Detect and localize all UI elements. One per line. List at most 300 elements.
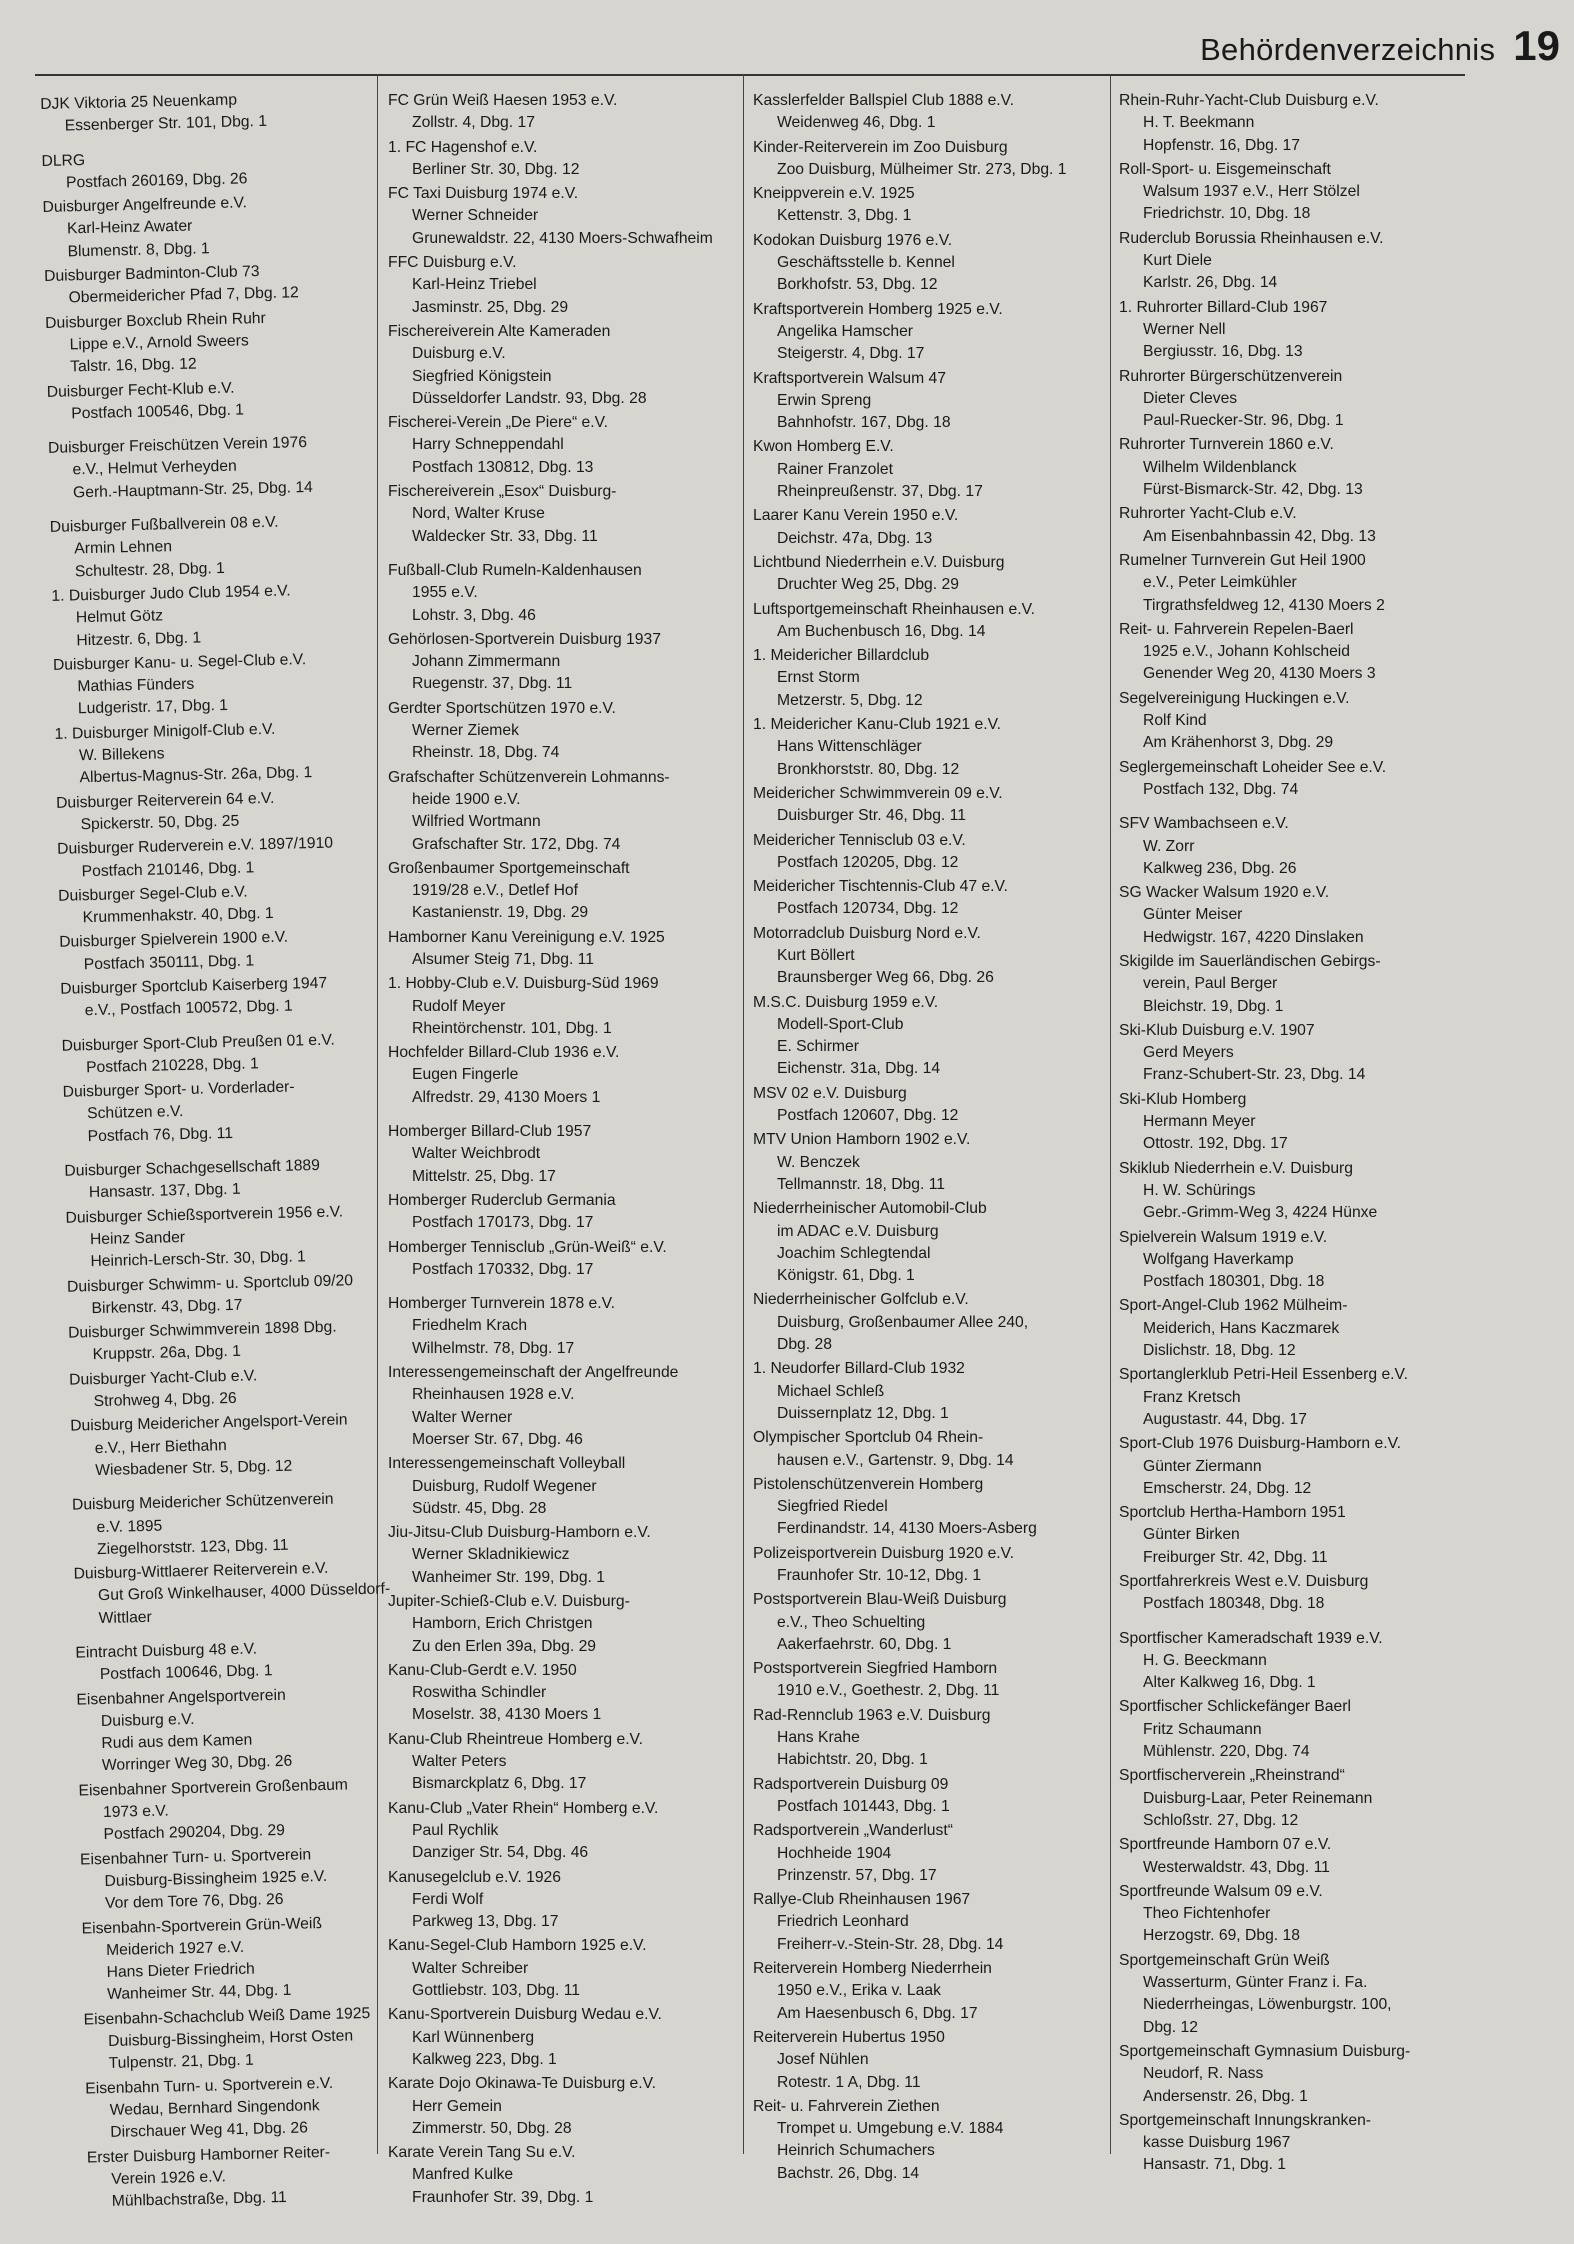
- directory-entry: [753, 137, 1103, 182]
- directory-entry: [47, 374, 373, 426]
- entry-detail: Alsumer Steig 71, Dbg. 11: [412, 950, 594, 968]
- directory-entry: [388, 1362, 733, 1451]
- directory-entry: [81, 1911, 408, 2008]
- entry-name: Spielverein Walsum 1919 e.V.: [1119, 1228, 1328, 1246]
- entry-detail: Duisburg, Rudolf Wegener: [412, 1477, 597, 1495]
- entry-detail: Mittelstr. 25, Dbg. 17: [412, 1167, 556, 1185]
- entry-detail: e.V., Theo Schuelting: [777, 1613, 926, 1631]
- entry-name: Reiterverein Homberg Niederrhein: [753, 1960, 992, 1978]
- directory-entry: [1119, 619, 1474, 686]
- entry-name: Ruderclub Borussia Rheinhausen e.V.: [1119, 229, 1384, 247]
- entry-detail: Krummenhakstr. 40, Dbg. 1: [82, 905, 274, 927]
- entry-name: Sportfahrerkreis West e.V. Duisburg: [1119, 1573, 1369, 1590]
- directory-entry: [51, 578, 377, 652]
- entry-detail: e.V., Helmut Verheyden: [72, 458, 237, 479]
- entry-name: Sportfischer Kameradschaft 1939 e.V.: [1119, 1629, 1383, 1647]
- directory-entry: [48, 431, 374, 505]
- directory-entry: [753, 1427, 1103, 1472]
- directory-entry: [753, 368, 1103, 435]
- directory-entry: [753, 1958, 1103, 2025]
- entry-detail: Mühlenstr. 220, Dbg. 74: [1143, 1743, 1310, 1761]
- entry-detail: Gebr.-Grimm-Weg 3, 4224 Hünxe: [1143, 1204, 1378, 1222]
- entry-detail: Josef Nühlen: [777, 2051, 869, 2069]
- entry-name: Rumelner Turnverein Gut Heil 1900: [1119, 551, 1366, 569]
- entry-detail: 1955 e.V.: [412, 584, 478, 602]
- entry-name: Reit- u. Fahrverein Ziethen: [753, 2097, 940, 2115]
- entry-detail: Wilhelm Wildenblanck: [1143, 458, 1297, 476]
- entry-detail: Albertus-Magnus-Str. 26a, Dbg. 1: [79, 764, 313, 787]
- directory-entry: [753, 1083, 1103, 1128]
- entry-detail: Hermann Meyer: [1143, 1113, 1256, 1131]
- directory-entry: [388, 1190, 733, 1235]
- entry-name: FC Taxi Duisburg 1974 e.V.: [388, 185, 579, 203]
- entry-detail: Kruppstr. 26a, Dbg. 1: [92, 1343, 242, 1364]
- directory-entry: [87, 2140, 413, 2214]
- entry-name: Meidericher Tennisclub 03 e.V.: [753, 831, 966, 849]
- entry-detail: Lippe e.V., Arnold Sweers: [69, 332, 249, 354]
- entry-detail: Wilhelmstr. 78, Dbg. 17: [412, 1339, 575, 1357]
- entry-detail: Hans Krahe: [777, 1729, 860, 1747]
- entry-detail: Ludgeristr. 17, Dbg. 1: [77, 697, 229, 718]
- entry-detail: Hedwigstr. 167, 4220 Dinslaken: [1143, 928, 1364, 946]
- entry-detail: Wasserturm, Günter Franz i. Fa.: [1143, 1974, 1368, 1992]
- directory-entry: [42, 190, 368, 264]
- entry-detail: verein, Paul Berger: [1143, 975, 1278, 993]
- directory-entry: [1119, 1765, 1474, 1832]
- entry-detail: Aakerfaehrstr. 60, Dbg. 1: [777, 1635, 952, 1653]
- entry-detail: Prinzenstr. 57, Dbg. 17: [777, 1866, 937, 1884]
- entry-name: FC Grün Weiß Haesen 1953 e.V.: [388, 92, 618, 109]
- entry-detail: 1910 e.V., Goethestr. 2, Dbg. 11: [777, 1682, 1000, 1700]
- directory-entry: [753, 1198, 1103, 1287]
- entry-detail: Moselstr. 38, 4130 Moers 1: [412, 1706, 602, 1724]
- entry-name: Sportgemeinschaft Innungskranken-: [1119, 2111, 1372, 2129]
- entry-detail: Postfach 76, Dbg. 11: [87, 1124, 234, 1145]
- directory-entry: [68, 1315, 394, 1367]
- entry-detail: Dislichstr. 18, Dbg. 12: [1143, 1342, 1296, 1360]
- entry-detail: Hitzestr. 6, Dbg. 1: [76, 629, 202, 649]
- entry-detail: Meiderich, Hans Kaczmarek: [1143, 1319, 1340, 1337]
- entry-detail: H. W. Schürings: [1143, 1181, 1256, 1199]
- directory-entry: [388, 2073, 733, 2140]
- entry-detail: 1919/28 e.V., Detlef Hof: [412, 882, 578, 900]
- entry-detail: Vor dem Tore 76, Dbg. 26: [104, 1891, 284, 1913]
- directory-entry: [50, 510, 376, 584]
- entry-detail: Postfach 170332, Dbg. 17: [412, 1260, 594, 1278]
- entry-name: 1. Meidericher Billardclub: [753, 647, 930, 665]
- entry-detail: Werner Skladnikiewicz: [412, 1546, 570, 1564]
- entry-detail: Rheinpreußenstr. 37, Dbg. 17: [777, 483, 983, 501]
- directory-entry: [388, 183, 733, 250]
- entry-detail: Hochheide 1904: [777, 1844, 892, 1862]
- directory-entry: [83, 2002, 409, 2076]
- entry-detail: Zollstr. 4, Dbg. 17: [412, 114, 535, 132]
- entry-detail: Lohstr. 3, Dbg. 46: [412, 606, 536, 624]
- directory-entry: [753, 1820, 1103, 1887]
- entry-name: Rhein-Ruhr-Yacht-Club Duisburg e.V.: [1119, 92, 1379, 109]
- entry-name: Polizeisportverein Duisburg 1920 e.V.: [753, 1544, 1015, 1562]
- entry-name: Sport-Club 1976 Duisburg-Hamborn e.V.: [1119, 1435, 1401, 1453]
- entry-detail: Gerh.-Hauptmann-Str. 25, Dbg. 14: [72, 478, 313, 502]
- entry-name: Duisburger Badminton-Club 73: [43, 263, 260, 286]
- directory-entry: [1119, 2110, 1474, 2177]
- entry-detail: Erwin Spreng: [777, 391, 872, 409]
- column-divider: [1110, 74, 1111, 2154]
- entry-name: Interessengemeinschaft der Angelfreunde: [388, 1364, 679, 1382]
- entry-detail: Michael Schleß: [777, 1382, 885, 1400]
- entry-name: Luftsportgemeinschaft Rheinhausen e.V.: [753, 600, 1035, 618]
- entry-name: Duisburger Spielverein 1900 e.V.: [59, 928, 289, 952]
- entry-name: SFV Wambachseen e.V.: [1119, 815, 1289, 833]
- entry-name: Duisburger Ruderverein e.V. 1897/1910: [56, 834, 334, 859]
- entry-name: MTV Union Hamborn 1902 e.V.: [753, 1131, 971, 1149]
- entry-name: Sport-Angel-Club 1962 Mülheim-: [1119, 1297, 1348, 1315]
- directory-entry: [67, 1269, 393, 1321]
- directory-entry: [1119, 1571, 1474, 1616]
- entry-name: Sportfischer Schlickefänger Baerl: [1119, 1698, 1351, 1716]
- entry-detail: Südstr. 45, Dbg. 28: [412, 1499, 547, 1517]
- entry-detail: Paul Rychlik: [412, 1821, 499, 1839]
- entry-name: Roll-Sport- u. Eisgemeinschaft: [1119, 160, 1331, 178]
- entry-detail: Franz-Schubert-Str. 23, Dbg. 14: [1143, 1066, 1366, 1084]
- entry-name: 1. Ruhrorter Billard-Club 1967: [1119, 298, 1328, 316]
- directory-entry: [388, 1121, 733, 1188]
- directory-entry: [388, 629, 733, 696]
- entry-detail: Rolf Kind: [1143, 712, 1207, 730]
- directory-entry: [388, 412, 733, 479]
- entry-name: Erster Duisburg Hamborner Reiter-: [86, 2143, 331, 2166]
- entry-detail: Augustastr. 44, Dbg. 17: [1143, 1410, 1307, 1428]
- directory-entry: [388, 2142, 733, 2209]
- entry-name: Jupiter-Schieß-Club e.V. Duisburg-: [388, 1593, 630, 1610]
- directory-entry: [73, 1556, 399, 1630]
- entry-detail: Ottostr. 192, Dbg. 17: [1143, 1135, 1288, 1153]
- entry-name: Meidericher Schwimmverein 09 e.V.: [753, 784, 1003, 802]
- directory-entry: [57, 832, 383, 884]
- entry-detail: 1950 e.V., Erika v. Laak: [777, 1982, 941, 2000]
- entry-name: Duisburg-Wittlaerer Reiterverein e.V.: [73, 1559, 329, 1583]
- directory-entry: [753, 183, 1103, 228]
- entry-detail: Roswitha Schindler: [412, 1684, 547, 1702]
- entry-detail: Heinrich Schumachers: [777, 2142, 935, 2160]
- directory-entry: [753, 299, 1103, 366]
- directory-entry: [753, 714, 1103, 781]
- page-title: Behördenverzeichnis: [1200, 32, 1496, 67]
- entry-detail: Wilfried Wortmann: [412, 813, 541, 831]
- column-2: [388, 90, 733, 2211]
- entry-name: FFC Duisburg e.V.: [388, 254, 517, 272]
- entry-detail: Kurt Böllert: [777, 946, 855, 964]
- entry-detail: Alfredstr. 29, 4130 Moers 1: [412, 1088, 601, 1106]
- entry-detail: Bachstr. 26, Dbg. 14: [777, 2164, 920, 2182]
- entry-detail: Worringer Weg 30, Dbg. 26: [101, 1753, 293, 1775]
- entry-name: Fußball-Club Rumeln-Kaldenhausen: [388, 561, 642, 579]
- entry-detail: Zoo Duisburg, Mülheimer Str. 273, Dbg. 1: [777, 160, 1067, 178]
- directory-entry: [753, 90, 1103, 135]
- entry-name: Duisburg Meidericher Schützenverein: [71, 1490, 334, 1514]
- header-rule: [35, 74, 1465, 76]
- entry-name: Duisburger Schwimm- u. Sportclub 09/20: [66, 1271, 354, 1296]
- entry-detail: Karl-Heinz Awater: [66, 218, 193, 238]
- entry-detail: Freiherr-v.-Stein-Str. 28, Dbg. 14: [777, 1935, 1004, 1953]
- entry-name: Duisburger Fecht-Klub e.V.: [46, 379, 235, 401]
- entry-name: Interessengemeinschaft Volleyball: [388, 1455, 626, 1473]
- entry-detail: Nord, Walter Kruse: [412, 505, 545, 523]
- directory-entry: [45, 305, 371, 379]
- directory-entry: [753, 1774, 1103, 1819]
- entry-detail: Jasminstr. 25, Dbg. 29: [412, 298, 569, 316]
- entry-detail: Johann Zimmermann: [412, 653, 561, 671]
- directory-entry: [1119, 2041, 1474, 2108]
- entry-name: Sportfischerverein „Rheinstrand“: [1119, 1767, 1345, 1785]
- entry-detail: heide 1900 e.V.: [412, 790, 521, 808]
- entry-detail: Werner Nell: [1143, 320, 1226, 338]
- entry-name: Grafschafter Schützenverein Lohmanns-: [388, 768, 670, 786]
- directory-entry: [1119, 813, 1474, 880]
- entry-detail: Rotestr. 1 A, Dbg. 11: [777, 2073, 921, 2091]
- entry-name: Kanu-Club „Vater Rhein“ Homberg e.V.: [388, 1799, 659, 1817]
- entry-detail: Friedhelm Krach: [412, 1317, 528, 1335]
- entry-name: Eisenbahner Sportverein Großenbaum: [78, 1776, 349, 1800]
- directory-entry: [753, 923, 1103, 990]
- entry-detail: Grunewaldstr. 22, 4130 Moers-Schwafheim: [412, 229, 713, 247]
- directory-entry: [75, 1635, 401, 1687]
- entry-detail: Ziegelhorststr. 123, Dbg. 11: [96, 1536, 289, 1558]
- entry-name: Niederrheinischer Golfclub e.V.: [753, 1291, 969, 1309]
- directory-entry: [753, 830, 1103, 875]
- directory-entry: [1119, 1628, 1474, 1695]
- entry-detail: W. Zorr: [1143, 837, 1195, 855]
- entry-detail: Duisburger Str. 46, Dbg. 11: [777, 807, 966, 825]
- entry-detail: Rheinstr. 18, Dbg. 74: [412, 744, 560, 762]
- directory-entry: [60, 971, 386, 1023]
- entry-name: Fischereiverein Alte Kameraden: [388, 322, 611, 340]
- directory-entry: [1119, 434, 1474, 501]
- entry-name: Sportclub Hertha-Hamborn 1951: [1119, 1504, 1346, 1522]
- entry-detail: Gerd Meyers: [1143, 1044, 1234, 1062]
- directory-entry: [388, 973, 733, 1040]
- entry-detail: Modell-Sport-Club: [777, 1015, 904, 1033]
- entry-detail: Bronkhorststr. 80, Dbg. 12: [777, 760, 960, 778]
- entry-name: Reiterverein Hubertus 1950: [753, 2028, 945, 2046]
- entry-name: Duisburger Sportclub Kaiserberg 1947: [60, 974, 328, 998]
- entry-detail: Königstr. 61, Dbg. 1: [777, 1267, 915, 1285]
- directory-entry: [388, 90, 733, 135]
- directory-entry: [1119, 90, 1474, 157]
- entry-detail: H. T. Beekmann: [1143, 114, 1255, 132]
- entry-detail: Hansastr. 137, Dbg. 1: [88, 1181, 241, 1202]
- entry-detail: Postfach 101443, Dbg. 1: [777, 1797, 950, 1815]
- directory-entry: [65, 1200, 391, 1274]
- entry-detail: Postfach 100546, Dbg. 1: [71, 401, 245, 423]
- entry-detail: Spickerstr. 50, Dbg. 25: [80, 812, 240, 834]
- entry-detail: Strohweg 4, Dbg. 26: [93, 1389, 237, 1411]
- entry-detail: Berliner Str. 30, Dbg. 12: [412, 160, 580, 178]
- entry-detail: Verein 1926 e.V.: [111, 2168, 227, 2188]
- entry-detail: Kastanienstr. 19, Dbg. 29: [412, 904, 589, 922]
- directory-entry: [388, 1522, 733, 1589]
- entry-detail: Postfach 132, Dbg. 74: [1143, 780, 1299, 798]
- directory-entry: [53, 647, 379, 721]
- entry-name: Sportanglerklub Petri-Heil Essenberg e.V.: [1119, 1366, 1408, 1384]
- entry-detail: Hopfenstr. 16, Dbg. 17: [1143, 136, 1300, 154]
- entry-name: Kraftsportverein Homberg 1925 e.V.: [753, 300, 1003, 318]
- entry-detail: Kurt Diele: [1143, 252, 1212, 270]
- directory-entry: [1119, 366, 1474, 433]
- entry-name: Pistolenschützenverein Homberg: [753, 1475, 984, 1493]
- entry-detail: Rudi aus dem Kamen: [101, 1731, 253, 1753]
- entry-name: 1. Neudorfer Billard-Club 1932: [753, 1360, 965, 1378]
- entry-detail: Fürst-Bismarck-Str. 42, Dbg. 13: [1143, 481, 1363, 499]
- entry-detail: Parkweg 13, Dbg. 17: [412, 1913, 559, 1931]
- entry-detail: Bleichstr. 19, Dbg. 1: [1143, 997, 1284, 1015]
- entry-detail: Siegfried Riedel: [777, 1498, 888, 1516]
- directory-entry: [56, 785, 382, 837]
- entry-detail: Manfred Kulke: [412, 2166, 514, 2184]
- entry-name: Kanusegelclub e.V. 1926: [388, 1868, 561, 1886]
- directory-entry: [59, 925, 385, 977]
- entry-detail: hausen e.V., Gartenstr. 9, Dbg. 14: [777, 1451, 1014, 1469]
- entry-detail: Essenberger Str. 101, Dbg. 1: [64, 113, 268, 135]
- entry-name: Homberger Billard-Club 1957: [388, 1123, 592, 1141]
- entry-detail: Postfach 170173, Dbg. 17: [412, 1214, 594, 1232]
- entry-detail: Siegfried Königstein: [412, 367, 552, 385]
- entry-detail: Metzerstr. 5, Dbg. 12: [777, 691, 923, 709]
- entry-name: Ski-Klub Duisburg e.V. 1907: [1119, 1021, 1315, 1039]
- entry-detail: Paul-Ruecker-Str. 96, Dbg. 1: [1143, 412, 1344, 430]
- directory-entry: [753, 992, 1103, 1081]
- entry-name: Rallye-Club Rheinhausen 1967: [753, 1891, 971, 1909]
- entry-detail: Fritz Schaumann: [1143, 1720, 1262, 1738]
- entry-detail: Schloßstr. 27, Dbg. 12: [1143, 1811, 1299, 1829]
- entry-detail: Weidenweg 46, Dbg. 1: [777, 114, 936, 132]
- entry-detail: Duisburg e.V.: [412, 345, 506, 363]
- entry-detail: Duisburg-Laar, Peter Reinemann: [1143, 1789, 1373, 1807]
- entry-name: DJK Viktoria 25 Neuenkamp: [40, 91, 238, 113]
- entry-detail: Alter Kalkweg 16, Dbg. 1: [1143, 1674, 1316, 1692]
- entry-name: Duisburger Freischützen Verein 1976: [47, 434, 308, 458]
- entry-name: Duisburger Kanu- u. Segel-Club e.V.: [52, 650, 307, 674]
- entry-name: Seglergemeinschaft Loheider See e.V.: [1119, 758, 1387, 776]
- entry-detail: Schultestr. 28, Dbg. 1: [74, 559, 225, 580]
- entry-detail: Karl Wünnenberg: [412, 2028, 535, 2046]
- entry-name: Homberger Tennisclub „Grün-Weiß“ e.V.: [388, 1238, 667, 1256]
- entry-detail: Franz Kretsch: [1143, 1388, 1241, 1406]
- entry-detail: W. Billekens: [78, 745, 165, 765]
- entry-name: Kwon Homberg E.V.: [753, 438, 894, 456]
- directory-entry: [69, 1362, 395, 1414]
- directory-entry: [753, 1474, 1103, 1541]
- directory-entry: [753, 1658, 1103, 1703]
- entry-detail: Tulpenstr. 21, Dbg. 1: [108, 2052, 254, 2073]
- directory-entry: [388, 1237, 733, 1282]
- entry-detail: Helmut Götz: [75, 607, 164, 627]
- entry-detail: Walter Peters: [412, 1753, 507, 1771]
- directory-entry: [1119, 757, 1474, 802]
- entry-name: Karate Dojo Okinawa-Te Duisburg e.V.: [388, 2075, 656, 2093]
- directory-entry: [58, 878, 384, 930]
- entry-detail: Bahnhofstr. 167, Dbg. 18: [777, 414, 951, 432]
- entry-name: Kinder-Reiterverein im Zoo Duisburg: [753, 138, 1008, 156]
- entry-name: SG Wacker Walsum 1920 e.V.: [1119, 884, 1330, 902]
- entry-name: Kanu-Club-Gerdt e.V. 1950: [388, 1661, 577, 1679]
- entry-name: Großenbaumer Sportgemeinschaft: [388, 859, 630, 877]
- entry-detail: Joachim Schlegtendal: [777, 1244, 931, 1262]
- entry-detail: Wiesbadener Str. 5, Dbg. 12: [95, 1457, 293, 1480]
- entry-detail: Ruegenstr. 37, Dbg. 11: [412, 675, 573, 693]
- entry-name: Eisenbahner Angelsportverein: [76, 1686, 286, 1709]
- directory-entry: [753, 783, 1103, 828]
- entry-detail: Postfach 120205, Dbg. 12: [777, 853, 959, 871]
- entry-detail: Herr Gemein: [412, 2097, 502, 2115]
- directory-entry: [61, 1028, 387, 1080]
- entry-detail: Karl-Heinz Triebel: [412, 276, 537, 294]
- directory-entry: [388, 1591, 733, 1658]
- entry-name: 1. Duisburger Judo Club 1954 e.V.: [51, 582, 291, 605]
- entry-name: Duisburger Boxclub Rhein Ruhr: [45, 309, 266, 332]
- entry-detail: Am Haesenbusch 6, Dbg. 17: [777, 2004, 978, 2022]
- entry-name: Duisburger Sport-Club Preußen 01 e.V.: [61, 1031, 335, 1055]
- entry-detail: Walsum 1937 e.V., Herr Stölzel: [1143, 183, 1360, 201]
- entry-detail: Wanheimer Str. 44, Dbg. 1: [106, 1982, 292, 2004]
- entry-detail: im ADAC e.V. Duisburg: [777, 1222, 939, 1240]
- entry-detail: Postfach 120607, Dbg. 12: [777, 1107, 959, 1125]
- entry-detail: Habichtstr. 20, Dbg. 1: [777, 1751, 928, 1769]
- entry-detail: kasse Duisburg 1967: [1143, 2134, 1291, 2152]
- entry-name: Radsportverein „Wanderlust“: [753, 1822, 953, 1840]
- directory-entry: [62, 1075, 388, 1149]
- entry-detail: Hansastr. 71, Dbg. 1: [1143, 2156, 1287, 2174]
- entry-name: Fischerei-Verein „De Piere“ e.V.: [388, 414, 609, 432]
- entry-name: Duisburger Angelfreunde e.V.: [42, 194, 248, 217]
- entry-detail: e.V., Postfach 100572, Dbg. 1: [84, 997, 293, 1020]
- entry-name: Duisburger Yacht-Club e.V.: [68, 1367, 258, 1389]
- entry-detail: Walter Werner: [412, 1408, 513, 1426]
- directory-entry: [388, 560, 733, 627]
- entry-detail: e.V., Herr Biethahn: [94, 1436, 227, 1457]
- entry-name: DLRG: [41, 151, 86, 170]
- entry-name: Homberger Turnverein 1878 e.V.: [388, 1295, 616, 1313]
- entry-detail: Duisburg, Großenbaumer Allee 240,: [777, 1313, 1029, 1331]
- entry-detail: Am Krähenhorst 3, Dbg. 29: [1143, 734, 1334, 752]
- entry-detail: H. G. Beeckmann: [1143, 1651, 1267, 1669]
- directory-entry: [388, 698, 733, 765]
- directory-entry: [85, 2071, 411, 2145]
- entry-detail: Postfach 100646, Dbg. 1: [99, 1662, 273, 1684]
- entry-name: Fischereiverein „Esox“ Duisburg-: [388, 483, 617, 501]
- entry-detail: Geschäftsstelle b. Kennel: [777, 254, 955, 272]
- entry-detail: Am Buchenbusch 16, Dbg. 14: [777, 622, 986, 640]
- directory-entry: [753, 2096, 1103, 2185]
- entry-detail: Theo Fichtenhofer: [1143, 1905, 1271, 1923]
- directory-entry: [54, 716, 380, 790]
- entry-detail: Blumenstr. 8, Dbg. 1: [67, 239, 210, 261]
- entry-detail: Werner Ziemek: [412, 722, 519, 740]
- entry-detail: Günter Birken: [1143, 1526, 1240, 1544]
- entry-name: MSV 02 e.V. Duisburg: [753, 1084, 907, 1102]
- entry-detail: e.V., Peter Leimkühler: [1143, 574, 1297, 592]
- entry-name: Kanu-Club Rheintreue Homberg e.V.: [388, 1730, 643, 1748]
- entry-name: Duisburg Meidericher Angelsport-Verein: [70, 1411, 348, 1435]
- entry-detail: Hans Dieter Friedrich: [106, 1960, 256, 1982]
- entry-detail: Hamborn, Erich Christgen: [412, 1615, 593, 1633]
- entry-name: 1. FC Hagenshof e.V.: [388, 138, 538, 156]
- entry-detail: Rudolf Meyer: [412, 997, 506, 1015]
- entry-detail: Freiburger Str. 42, Dbg. 11: [1143, 1548, 1328, 1566]
- column-4: [1119, 90, 1474, 2179]
- directory-entry: [1119, 503, 1474, 548]
- entry-detail: Wolfgang Haverkamp: [1143, 1250, 1294, 1268]
